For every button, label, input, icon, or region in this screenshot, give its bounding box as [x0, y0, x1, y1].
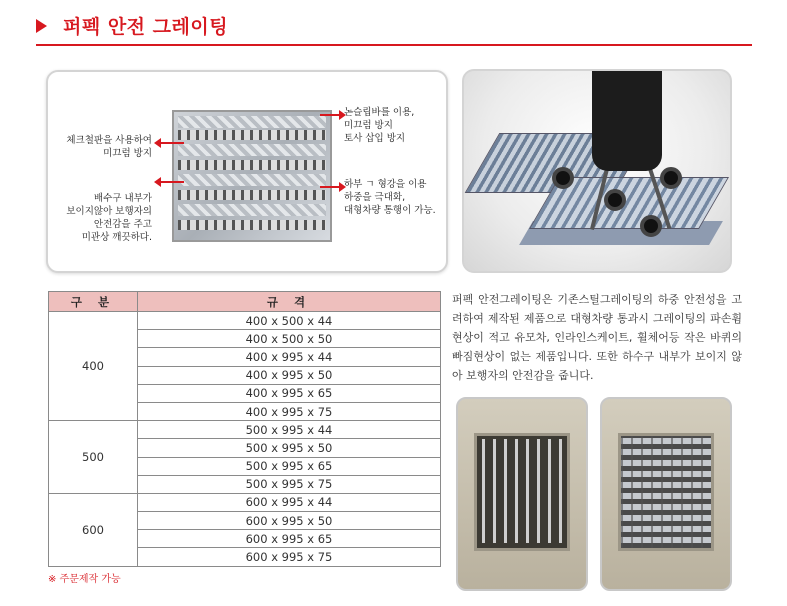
bar-row	[178, 190, 326, 200]
annotation-line: 안전감을 주고	[93, 219, 152, 230]
table-row	[49, 421, 441, 439]
annotation-load-capacity	[344, 178, 444, 217]
stroller	[572, 71, 682, 221]
annotation-anti-slip-plate	[56, 134, 152, 160]
feature-diagram	[46, 70, 448, 273]
wheel	[552, 167, 574, 189]
page-title: 퍼펙 안전 그레이팅	[63, 15, 229, 38]
open-drain-photo	[456, 397, 588, 591]
arrow-right-icon	[320, 114, 340, 116]
annotation-line: 대형차량 통행이 가능.	[344, 205, 436, 216]
wheel	[604, 189, 626, 211]
section-header	[36, 10, 228, 40]
size-cell: 500 x 995 x 44	[138, 421, 441, 439]
stroller-on-grating-photo	[462, 69, 732, 273]
size-cell: 400 x 995 x 75	[138, 402, 441, 420]
wheel	[660, 167, 682, 189]
annotation-line: 하부 ㄱ 형강을 이용	[344, 179, 427, 190]
size-cell: 500 x 995 x 50	[138, 439, 441, 457]
arrow-left-icon	[160, 181, 184, 183]
triangle-bullet-icon	[36, 19, 47, 33]
checker-plate	[178, 174, 326, 186]
arrow-right-icon	[320, 186, 340, 188]
size-cell: 600 x 995 x 75	[138, 548, 441, 566]
group-label: 600	[49, 493, 138, 566]
annotation-line: 논슬립바를 이용,	[344, 107, 415, 118]
size-cell: 500 x 995 x 65	[138, 457, 441, 475]
size-cell: 400 x 995 x 44	[138, 348, 441, 366]
stroller-seat	[592, 71, 662, 171]
bar-row	[178, 160, 326, 170]
checker-plate	[178, 204, 326, 216]
grating-product-image	[172, 110, 332, 242]
product-description: 퍼펙 안전그레이팅은 기존스틸그레이팅의 하중 안전성을 고려하여 제작된 제품으로 대형차량 통과시 그레이팅의 파손휨현상이 적고 유모차, 인라인스케이트, 휠체어등 작은 바퀴의 빠짐현상이 없는 제품입니다. 또한 하수구 내부가 보이지 않아 보행자의 안전감을 줍니다.	[452, 293, 742, 382]
size-cell: 400 x 500 x 50	[138, 330, 441, 348]
annotation-line: 미끄럼 방지	[103, 148, 152, 159]
size-cell: 600 x 995 x 65	[138, 530, 441, 548]
installed-grating-photo	[600, 397, 732, 591]
header-spec: 규 격	[138, 292, 441, 312]
checker-plate	[178, 116, 326, 128]
annotation-line: 체크철판을 사용하여	[66, 135, 152, 146]
bar-row	[178, 130, 326, 140]
header-category: 구 분	[49, 292, 138, 312]
spec-table	[48, 291, 441, 567]
arrow-left-icon	[160, 142, 184, 144]
annotation-hidden-drain	[52, 192, 152, 244]
size-cell: 400 x 500 x 44	[138, 312, 441, 330]
size-cell: 400 x 995 x 50	[138, 366, 441, 384]
size-cell: 600 x 995 x 44	[138, 493, 441, 511]
annotation-line: 미관상 깨끗하다.	[81, 232, 152, 243]
annotation-non-slip-bar	[344, 106, 444, 145]
custom-order-note: ※ 주문제작 가능	[48, 574, 121, 585]
annotation-line: 하중을 극대화,	[344, 192, 406, 203]
group-label: 400	[49, 312, 138, 421]
wheel	[640, 215, 662, 237]
steel-grating-bars	[482, 439, 562, 543]
table-row	[49, 493, 441, 511]
header-divider	[36, 44, 752, 46]
perfect-grating	[618, 433, 714, 551]
annotation-line: 토사 삽입 방지	[344, 133, 406, 144]
annotation-line: 보이지않아 보행자의	[66, 206, 152, 217]
checker-plate	[178, 144, 326, 156]
size-cell: 600 x 995 x 50	[138, 512, 441, 530]
annotation-line: 배수구 내부가	[93, 193, 152, 204]
group-label: 500	[49, 421, 138, 494]
size-cell: 400 x 995 x 65	[138, 384, 441, 402]
size-cell: 500 x 995 x 75	[138, 475, 441, 493]
bar-row	[178, 220, 326, 230]
table-row	[49, 312, 441, 330]
annotation-line: 미끄럼 방지	[344, 120, 393, 131]
